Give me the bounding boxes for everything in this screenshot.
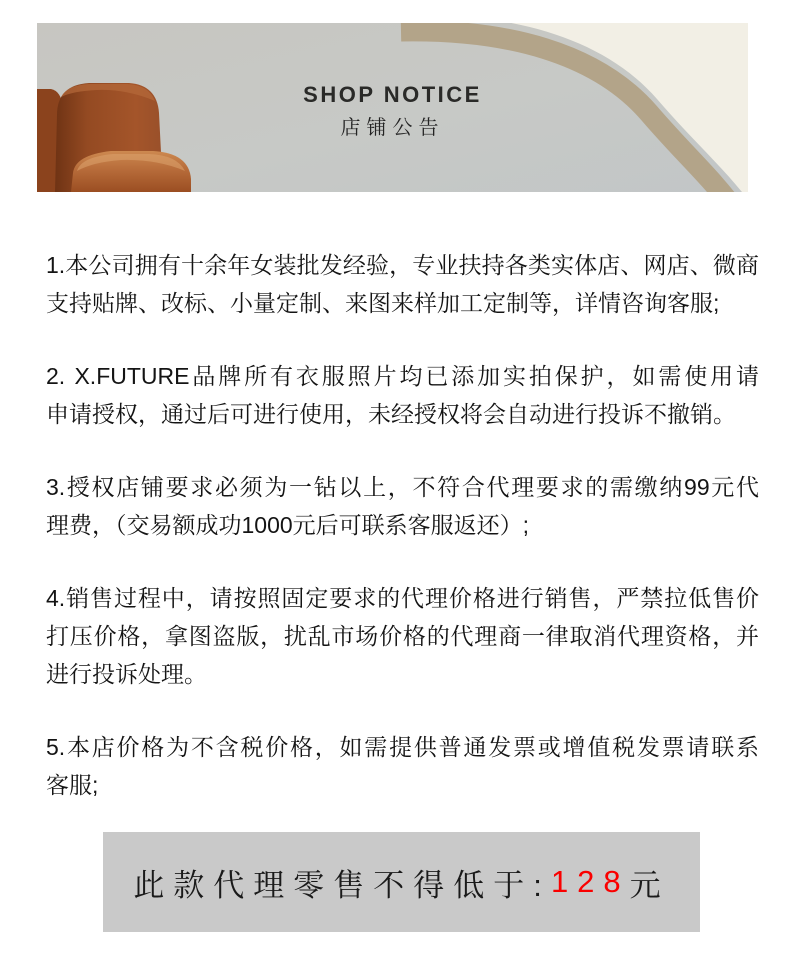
notice-line: 5.本店价格为不含税价格，如需提供普通发票或增值税发票请联系 <box>46 734 759 760</box>
price-floor-unit: 元 <box>629 867 670 903</box>
notice-line: 支持贴牌、改标、小量定制、来图来样加工定制等，详情咨询客服; <box>46 290 720 316</box>
banner-title-zh: 店铺公告 <box>340 117 445 139</box>
notice-line: 进行投诉处理。 <box>46 661 207 687</box>
notice-body <box>0 246 790 804</box>
price-floor-prefix: 此款代理零售不得低于: <box>133 867 551 903</box>
notice-paragraph-5 <box>46 728 759 804</box>
price-floor-value: 128 <box>550 864 630 899</box>
notice-line: 2. X.FUTURE品牌所有衣服照片均已添加实拍保护，如需使用请 <box>46 363 759 389</box>
notice-line: 申请授权，通过后可进行使用，未经授权将会自动进行投诉不撤销。 <box>46 401 736 427</box>
shop-notice-banner <box>37 23 748 192</box>
notice-line: 打压价格，拿图盗版，扰乱市场价格的代理商一律取消代理资格，并 <box>46 623 759 649</box>
notice-line: 3.授权店铺要求必须为一钻以上，不符合代理要求的需缴纳99元代 <box>46 474 759 500</box>
notice-line: 理费，（交易额成功1000元后可联系客服返还）; <box>46 512 530 538</box>
notice-line: 1.本公司拥有十余年女装批发经验，专业扶持各类实体店、网店、微商 <box>46 252 759 278</box>
banner-titles <box>37 82 748 140</box>
banner-title-en: SHOP NOTICE <box>303 82 482 107</box>
notice-paragraph-3 <box>46 468 759 544</box>
notice-paragraph-1 <box>46 246 759 322</box>
notice-line: 4.销售过程中，请按照固定要求的代理价格进行销售，严禁拉低售价 <box>46 585 759 611</box>
price-floor-box <box>103 832 700 932</box>
notice-line: 客服; <box>46 772 99 798</box>
notice-paragraph-2 <box>46 357 759 433</box>
notice-paragraph-4 <box>46 579 759 693</box>
